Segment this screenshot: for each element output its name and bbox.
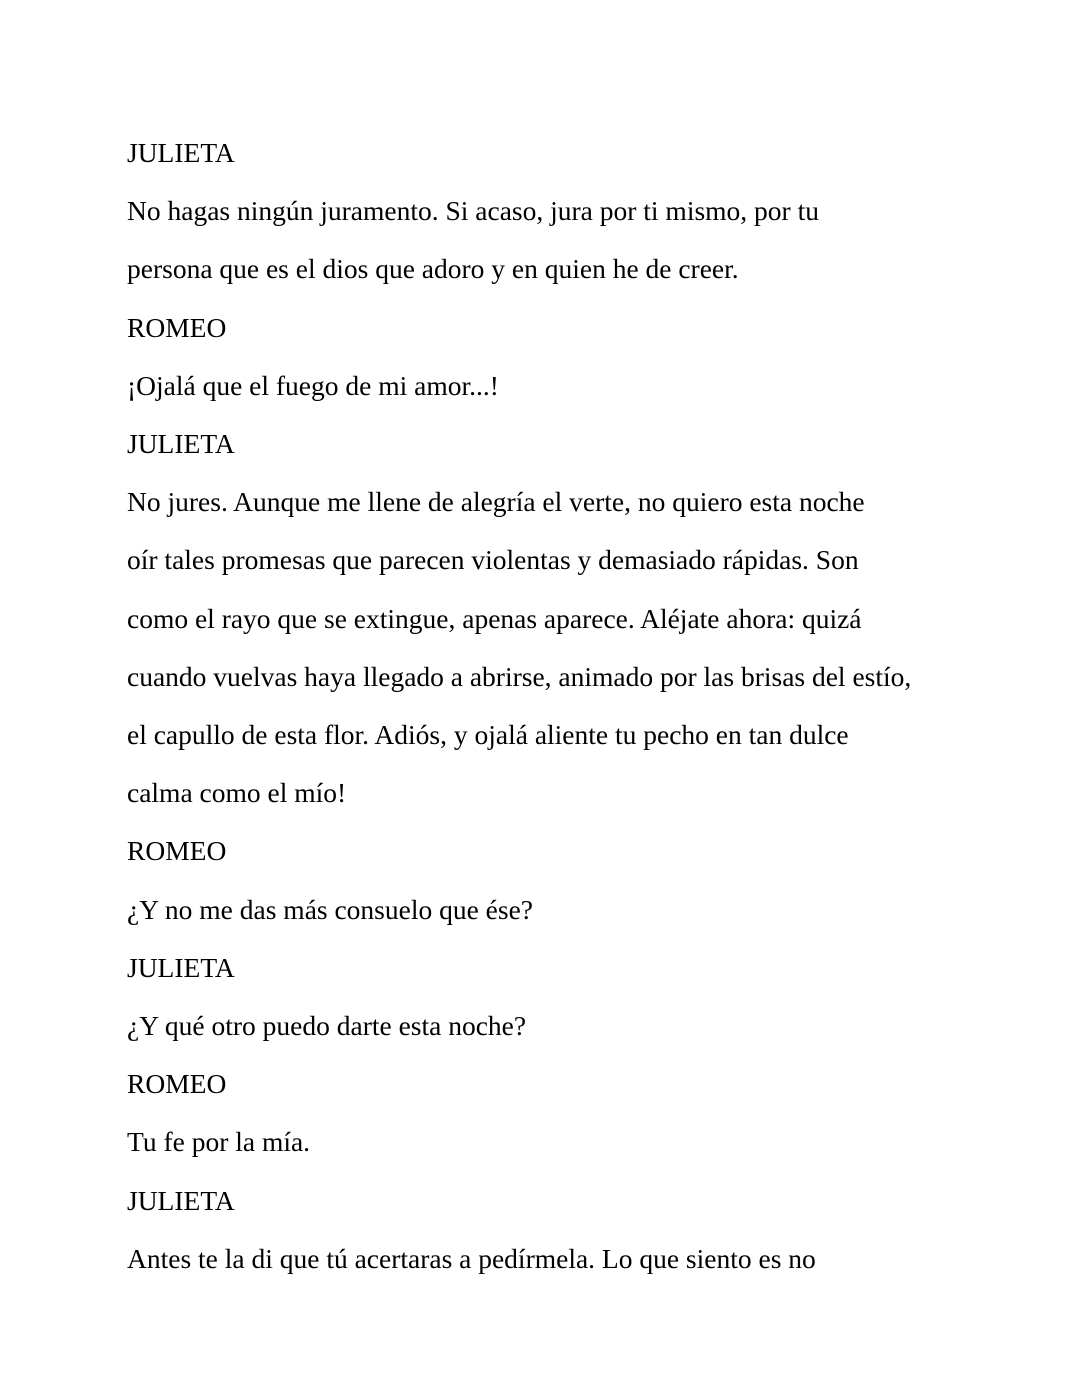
dialogue-line: Antes te la di que tú acertaras a pedírmela. Lo que siento es no — [127, 1242, 816, 1274]
speaker-name-romeo: ROMEO — [127, 311, 227, 343]
dialogue-line: calma como el mío! — [127, 777, 347, 809]
dialogue-line: como el rayo que se extingue, apenas aparece. Aléjate ahora: quizá — [127, 602, 862, 634]
dialogue-line: persona que es el dios que adoro y en quien he de creer. — [127, 253, 739, 285]
speaker-name-romeo: ROMEO — [127, 1068, 227, 1100]
dialogue-line: ¿Y no me das más consuelo que ése? — [127, 893, 534, 925]
speaker-name-julieta: JULIETA — [127, 137, 235, 168]
play-script-text — [127, 124, 987, 1288]
speaker-name-romeo: ROMEO — [127, 835, 227, 867]
speaker-name-julieta: JULIETA — [127, 951, 235, 983]
dialogue-line: oír tales promesas que parecen violentas y demasiado rápidas. Son — [127, 544, 859, 576]
dialogue-line: Tu fe por la mía. — [127, 1126, 311, 1158]
dialogue-line: el capullo de esta flor. Adiós, y ojalá aliente tu pecho en tan dulce — [127, 719, 849, 751]
dialogue-line: No jures. Aunque me llene de alegría el verte, no quiero esta noche — [127, 486, 865, 518]
speaker-name-julieta: JULIETA — [127, 1184, 235, 1216]
dialogue-line: No hagas ningún juramento. Si acaso, jura por ti mismo, por tu — [127, 195, 819, 227]
speaker-name-julieta: JULIETA — [127, 428, 235, 460]
dialogue-line: cuando vuelvas haya llegado a abrirse, animado por las brisas del estío, — [127, 660, 912, 692]
dialogue-line: ¿Y qué otro puedo darte esta noche? — [127, 1010, 527, 1042]
dialogue-line: ¡Ojalá que el fuego de mi amor...! — [127, 369, 499, 401]
